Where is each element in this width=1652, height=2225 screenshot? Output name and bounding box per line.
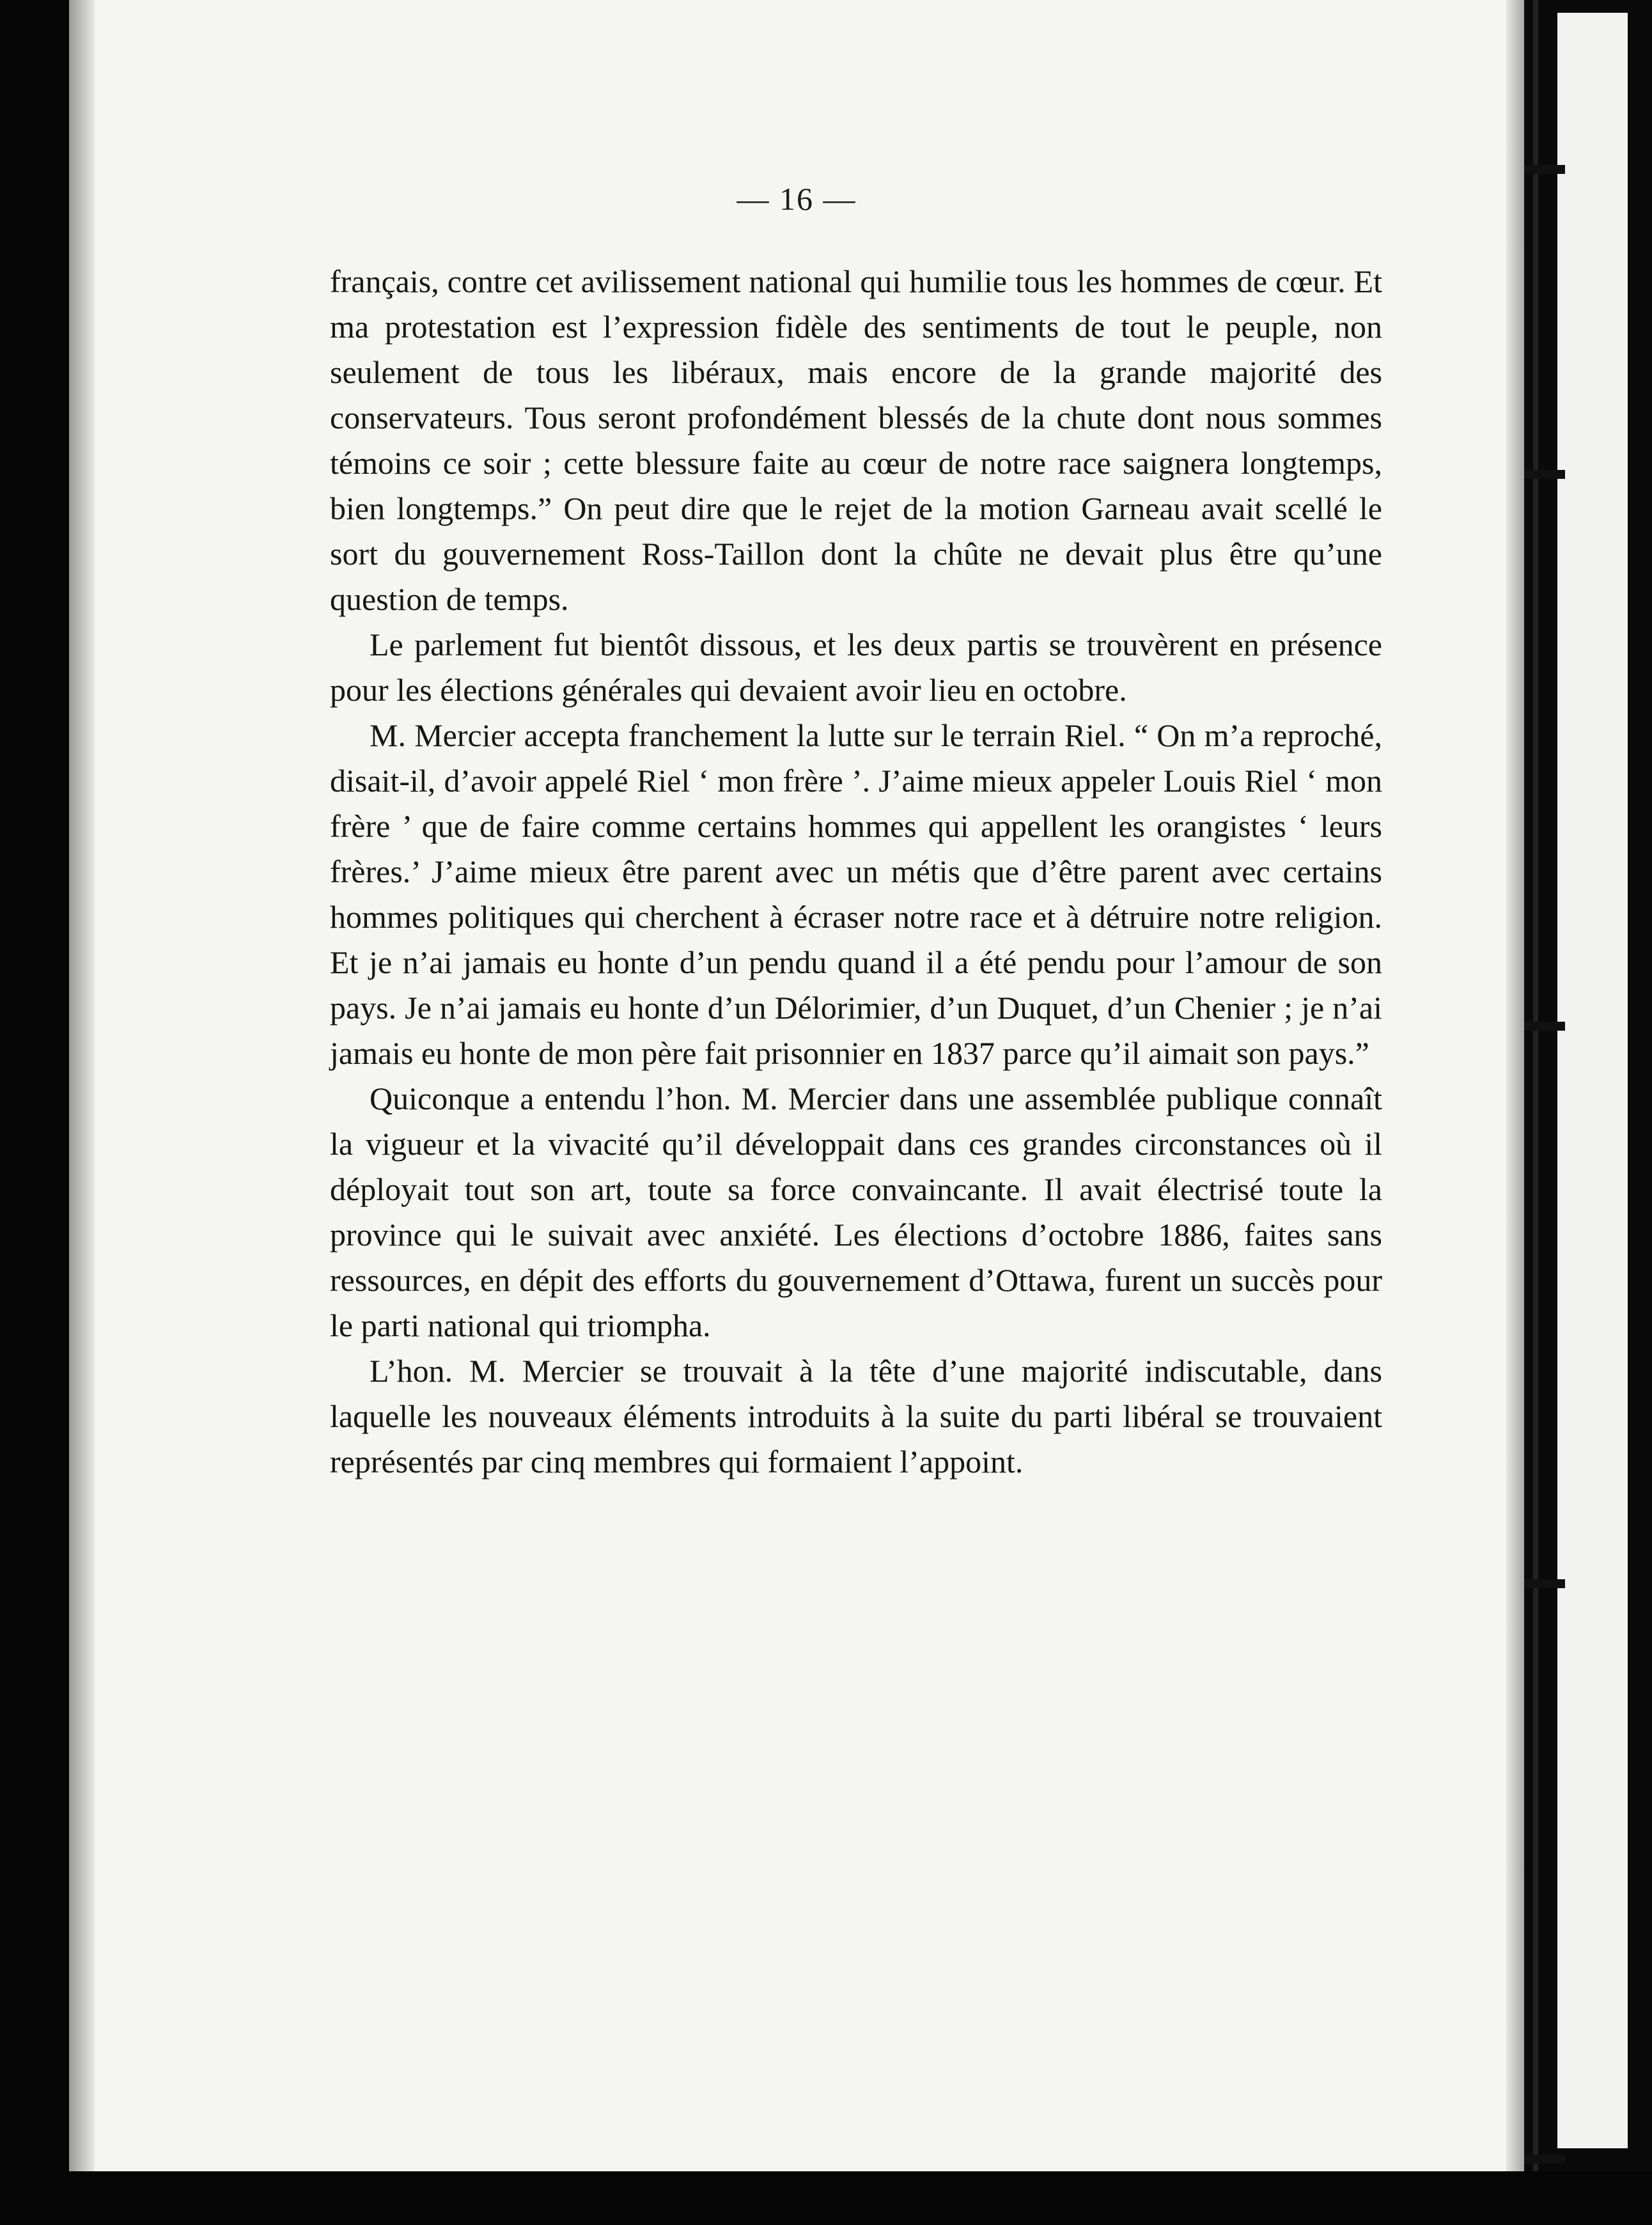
paragraph: Le parlement fut bientôt dissous, et les deux partis se trouvèrent en présence pour les élections générales qui devaient avoir lieu en octobre. — [330, 627, 1382, 708]
book-page — [69, 0, 1524, 2171]
page-number: — 16 — — [736, 181, 857, 217]
page-gutter-shadow — [69, 0, 95, 2171]
paragraph: français, contre cet avilissement national qui humilie tous les hommes de cœur. Et ma protestation est l’expression fidèle des sentiments de tout le peuple, non seulement de tous les libéraux, mais encore de la grande majorité des conservateurs. Tous seront profondément blessés de la chute dont nous sommes témoins ce soir ; cette blessure faite au cœur de notre race saignera longtemps, bien longtemps.” On peut dire que le rejet de la motion Garneau avait scellé le sort du gouvernement Ross-Taillon dont la chûte ne devait plus être qu’une question de temps. — [330, 263, 1382, 617]
binding-line — [1533, 0, 1538, 2171]
body-text — [330, 259, 1382, 1485]
paragraph: L’hon. M. Mercier se trouvait à la tête d’une majorité indiscutable, dans laquelle les nouveaux éléments introduits à la suite du parti libéral se trouvaient représentés par cinq membres qui formaient l’appoint. — [330, 1353, 1382, 1479]
binding-strip — [1557, 13, 1628, 2148]
paragraph: M. Mercier accepta franchement la lutte sur le terrain Riel. “ On m’a reproché, disait-il, d’avoir appelé Riel ‘ mon frère ’. J’aime mieux appeler Louis Riel ‘ mon frère ’ que de faire comme certains hommes qui appellent les orangistes ‘ leurs frères.’ J’aime mieux être parent avec un métis que d’être parent avec certains hommes politiques qui cherchent à écraser notre race et à détruire notre religion. Et je n’ai jamais eu honte d’un pendu quand il a été pendu pour l’amour de son pays. Je n’ai jamais eu honte d’un Délorimier, d’un Duquet, d’un Chenier ; je n’ai jamais eu honte de mon père fait prisonnier en 1837 parce qu’il aimait son pays.” — [330, 717, 1382, 1071]
paragraph: Quiconque a entendu l’hon. M. Mercier dans une assemblée publique connaît la vigueur et la vivacité qu’il développait dans ces grandes circonstances où il déployait tout son art, toute sa force convaincante. Il avait électrisé toute la province qui le suivait avec anxiété. Les élections d’octobre 1886, faites sans ressources, en dépit des efforts du gouvernement d’Ottawa, furent un succès pour le parti national qui triompha. — [330, 1081, 1382, 1343]
page-edge — [1506, 0, 1524, 2171]
